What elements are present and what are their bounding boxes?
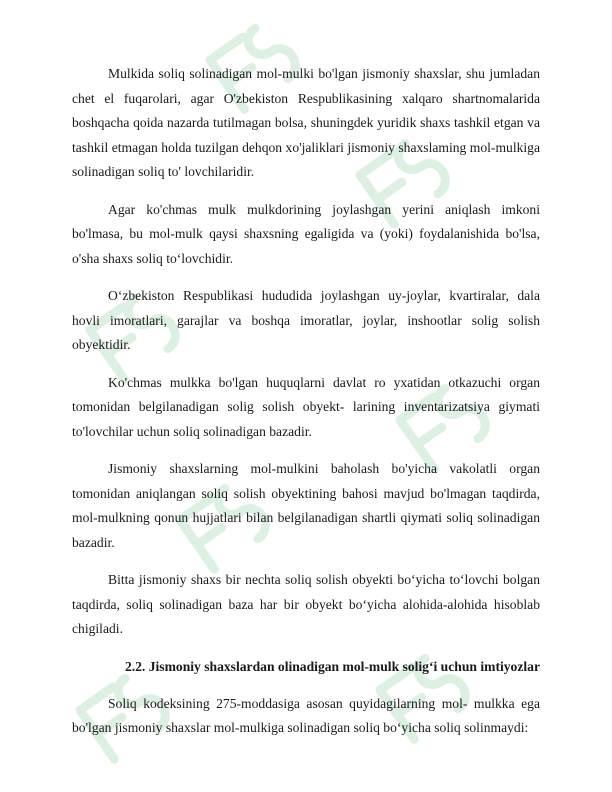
paragraph-multiple-objects: Bitta jismoniy shaxs bir nechta soliq solish obyekti bo‘yicha to‘lovchi bolgan taqdirda, soliq solinadigan baza har bir obyekt bo‘yicha alohida-alohida hisoblab chigiladi. <box>72 572 540 636</box>
paragraph-tax-code-article: Soliq kodeksining 275-moddasiga asosan quyidagilarning mol- mulkka ega bo'lgan jismoniy shaxslar mol-mulkiga solinadigan soliq bo‘yicha soliq solinmaydi: <box>72 695 540 735</box>
paragraph-unknown-owner: Agar ko'chmas mulk mulkdorining joylashgan yerini aniqlash imkoni bo'lmasa, bu mol-mulk qaysi shaxsning egaligida va (yoki) foydalanishida bo'lsa, o'sha shaxs soliq to‘lovchidir. <box>72 201 540 266</box>
document-body <box>72 62 540 754</box>
paragraph-taxpayers: Mulkida soliq solinadigan mol-mulki bo'lgan jismoniy shaxslar, shu jumladan chet el fuqarolari, agar O'zbekiston Respublikasining xalqaro shartnomalarida boshqacha qoida nazarda tutilmagan bolsa, shuningdek yuridik shaxs tashkil etgan va tashkil etmagan holda tuzilgan dehqon xo'jaliklari jismoniy shaxslaming mol-mulkiga solinadigan soliq to' lovchilaridir. <box>72 66 540 179</box>
paragraph-tax-base: Ko'chmas mulkka bo'lgan huquqlarni davlat ro yxatidan otkazuchi organ tomonidan belgilanadigan solig solish obyekt- larining inventarizatsiya giymati to'lovchilar uchun soliq solinadigan bazadir. <box>72 374 540 439</box>
paragraph-tax-object: O‘zbekiston Respublikasi hududida joylashgan uy-joylar, kvartiralar, dala hovli imoratlari, garajlar va boshqa imoratlar, joylar, inshootlar solig solish obyektidir. <box>72 288 540 352</box>
paragraph-conditional-value: Jismoniy shaxslarning mol-mulkini baholash bo'yicha vakolatli organ tomonidan aniqlangan soliq solish obyektining bahosi mavjud bo'lmagan taqdirda, mol-mulkning qonun hujjatlari bilan belgilanadigan shartli qiymati soliq solinadigan bazadir. <box>72 461 540 550</box>
section-heading: 2.2. Jismoniy shaxslardan olinadigan mol-mulk solig‘i uchun imtiyozlar <box>124 658 540 674</box>
